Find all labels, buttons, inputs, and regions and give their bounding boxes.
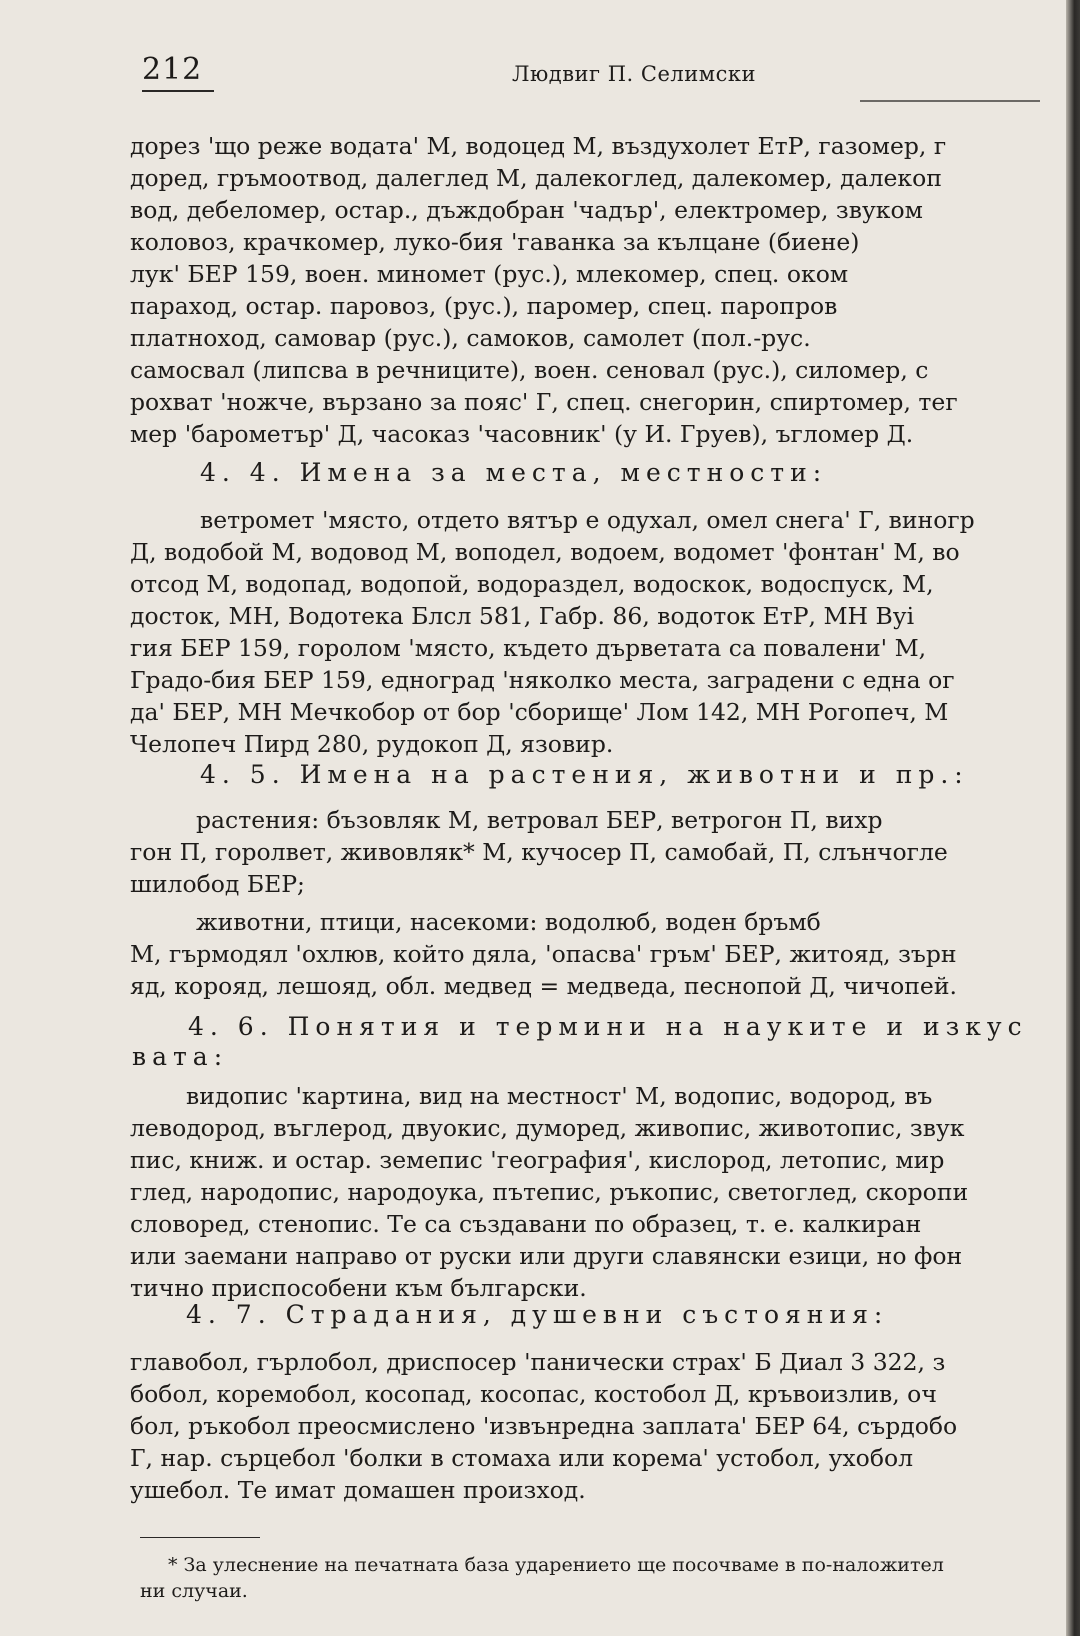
text-line: коловоз, крачкомер, луко-бия 'гаванка за кълцане (биене) (130, 228, 860, 256)
text-line: гон П, горолвет, живовляк* М, кучосер П, самобай, П, слънчогле (130, 838, 948, 866)
section-heading-4-4: 4. 4. Имена за места, местности: (200, 458, 828, 487)
footnote-line: * За улеснение на печатната база ударението ще посочваме в по-наложител (168, 1554, 944, 1576)
footnote-line: ни случаи. (140, 1580, 248, 1602)
text-line: рохват 'ножче, вързано за пояс' Г, спец. снегорин, спиртомер, тег (130, 388, 958, 416)
page-number-underline (142, 90, 214, 92)
footnote (140, 1552, 1060, 1604)
text-line: или заемани направо от руски или други славянски езици, но фон (130, 1242, 963, 1270)
text-line: словоред, стенопис. Те са създавани по образец, т. е. калкиран (130, 1210, 922, 1238)
text-line: да' БЕР, МН Мечкобор от бор 'сборище' Лом 142, МН Рогопеч, М (130, 698, 949, 726)
paragraph-place-names (130, 504, 1065, 760)
header-rule (860, 100, 1040, 102)
text-line: главобол, гърлобол, дриспосер 'панически страх' Б Диал 3 322, з (130, 1348, 946, 1376)
text-line: ветромет 'място, отдето вятър е одухал, омел снега' Г, виногр (200, 506, 975, 534)
text-line: тично приспособени към български. (130, 1274, 587, 1302)
paragraph-ailments (130, 1346, 1065, 1506)
running-head: Людвиг П. Селимски (512, 62, 756, 86)
text-line: Д, водобой М, водовод М, воподел, водоем, водомет 'фонтан' М, во (130, 538, 960, 566)
text-line: мер 'барометър' Д, часоказ 'часовник' (у И. Груев), ъгломер Д. (130, 420, 914, 448)
text-line: Градо-бия БЕР 159, едноград 'няколко места, заградени с една ог (130, 666, 955, 694)
section-heading-4-6 (188, 1012, 1048, 1041)
text-line: доред, гръмоотвод, далеглед М, далекоглед, далекомер, далекоп (130, 164, 942, 192)
page-header (142, 52, 1040, 96)
text-line: лук' БЕР 159, воен. миномет (рус.), млекомер, спец. оком (130, 260, 849, 288)
heading-line: вата: (132, 1042, 229, 1071)
section-heading-4-5: 4. 5. Имена на растения, животни и пр.: (200, 760, 969, 789)
paragraph-science-terms (130, 1080, 1065, 1304)
text-line: досток, МН, Водотека Блсл 581, Габр. 86, водоток ЕтР, МН Вуі (130, 602, 915, 630)
text-line: Челопеч Пирд 280, рудокоп Д, язовир. (130, 730, 614, 758)
text-line: дорез 'що реже водата' М, водоцед М, въздухолет ЕтР, газомер, г (130, 132, 947, 160)
text-line: параход, остар. паровоз, (рус.), паромер, спец. паропров (130, 292, 838, 320)
text-line: Г, нар. сърцебол 'болки в стомаха или корема' устобол, ухобол (130, 1444, 914, 1472)
text-line: бобол, коремобол, косопад, косопас, костобол Д, кръвоизлив, оч (130, 1380, 937, 1408)
text-line: самосвал (липсва в речниците), воен. сеновал (рус.), силомер, с (130, 356, 929, 384)
text-line: пис, книж. и остар. земепис 'география', кислород, летопис, мир (130, 1146, 945, 1174)
text-line: вод, дебеломер, остар., дъждобран 'чадър', електромер, звуком (130, 196, 923, 224)
text-line: леводород, въглерод, двуокис, думоред, живопис, животопис, звук (130, 1114, 965, 1142)
text-line: платноход, самовар (рус.), самоков, самолет (пол.-рус. (130, 324, 811, 352)
text-line: ушебол. Те имат домашен произход. (130, 1476, 586, 1504)
text-line: шилобод БЕР; (130, 870, 305, 898)
page-number: 212 (142, 52, 203, 87)
text-line: М, гърмодял 'охлюв, който дяла, 'опасва' гръм' БЕР, житояд, зърн (130, 940, 957, 968)
heading-line: 4. 6. Понятия и термини на науките и изкус (188, 1012, 1028, 1041)
paragraph-compounds-tools (130, 130, 1065, 450)
page-edge-shadow (1066, 0, 1080, 1636)
text-line: яд, корояд, лешояд, обл. медвед = медведа, песнопой Д, чичопей. (130, 972, 957, 1000)
section-heading-4-6-cont (132, 1042, 992, 1071)
paragraph-animals (130, 906, 1065, 1002)
text-line: гия БЕР 159, горолом 'място, където дърветата са повалени' М, (130, 634, 927, 662)
footnote-rule (140, 1537, 260, 1538)
text-line: бол, ръкобол преосмислено 'извънредна заплата' БЕР 64, сърдобо (130, 1412, 958, 1440)
text-line: видопис 'картина, вид на местност' М, водопис, водород, въ (186, 1082, 933, 1110)
text-line: растения: бъзовляк М, ветровал БЕР, ветрогон П, вихр (196, 806, 883, 834)
paragraph-plants (130, 804, 1065, 900)
text-line: животни, птици, насекоми: водолюб, воден бръмб (196, 908, 821, 936)
text-line: отсод М, водопад, водопой, водораздел, водоскок, водоспуск, М, (130, 570, 934, 598)
text-line: глед, народопис, народоука, пътепис, ръкопис, светоглед, скоропи (130, 1178, 969, 1206)
section-heading-4-7: 4. 7. Страдания, душевни състояния: (186, 1300, 889, 1329)
